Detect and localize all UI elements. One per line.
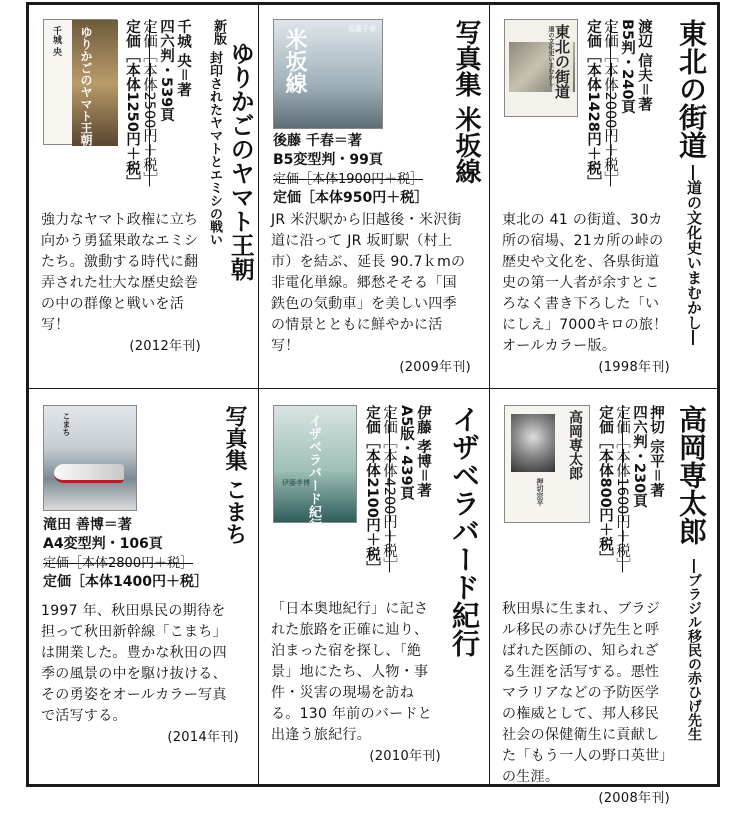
book-tohoku (490, 5, 720, 388)
cover-subtitle: 道の文化史いまむかし (547, 26, 554, 86)
format: 四六判・539頁 (158, 19, 174, 122)
book-meta (363, 405, 431, 576)
book-description (271, 599, 441, 767)
publication-year: (2012年刊) (129, 339, 201, 354)
cover-title: イザベラバード紀行 (306, 414, 321, 531)
publication-year: (2008年刊) (598, 791, 670, 806)
price-original: 定価［本体2500円＋税］ (141, 19, 157, 187)
book-meta (273, 132, 453, 208)
book-description (271, 210, 471, 378)
book-yonesaka (259, 5, 489, 388)
book-komachi (29, 389, 258, 787)
format: A4変型判・106頁 (43, 536, 163, 552)
author: 滝田 善博＝著 (43, 517, 132, 533)
book-description (41, 210, 201, 357)
book-description (41, 601, 239, 748)
cover-title: こまち (62, 412, 72, 436)
cover-author: 後藤千春 (348, 25, 376, 33)
price-original: 定価［本体2000円＋税］ (602, 19, 618, 187)
price-original: 定価［本体1900円＋税］ (273, 172, 424, 187)
cover-author: 押切宗平 (536, 478, 545, 506)
description-text: JR 米沢駅から旧越後・米沢街道に沿って JR 坂町駅（村上市）を結ぶ、延長 90.7ｋmの非電化単線。郷愁そそる「国鉄色の気動車」を美しい四季の情景とともに鮮やかに活写！ (271, 212, 466, 354)
cover-author: 伊藤孝博 (282, 479, 310, 487)
book-meta (43, 516, 233, 592)
format: 四六判・230頁 (631, 405, 647, 508)
description-text: 強力なヤマト政権に立ち向かう勇猛果敢なエミシたち。激動する時代に翻弄された壮大な歴史絵巻の中の群像と戦いを活写！ (41, 212, 199, 333)
price: 定価［本体1400円＋税］ (43, 574, 208, 590)
book-isabella (259, 389, 489, 787)
description-text: 秋田県に生まれ、ブラジル移民の赤ひげ先生と呼ばれた医師の、知られざる生涯を活写する。悪性マラリアなどの予防医学の権威として、邦人移民社会の保健衛生に貢献した「もう一人の野口英世」の生涯。 (502, 601, 667, 785)
book-description (502, 210, 670, 378)
author: 千城 央＝著 (175, 19, 191, 97)
book-title: イザベラバード紀行 (448, 405, 481, 657)
cover-author: 千城 央 (51, 26, 61, 57)
publication-year: (1998年刊) (598, 360, 670, 375)
price: 定価［本体1428円＋税］ (585, 19, 601, 190)
author: 押切 宗平＝著 (648, 405, 664, 498)
author: 後藤 千春＝著 (273, 133, 362, 149)
cover-title: 高岡専太郎 (567, 410, 583, 480)
format: A5版・439頁 (398, 405, 414, 501)
book-cover[interactable] (504, 19, 578, 117)
catalog-frame (26, 2, 720, 806)
book-title-prefix: 新版 (211, 19, 226, 45)
price: 定価［本体800円＋税］ (597, 405, 613, 566)
book-subtitle: ―ブラジル移民の赤ひげ先生 (686, 559, 702, 741)
book-yurikago (29, 5, 258, 388)
book-title: 東北の街道 (675, 19, 708, 159)
book-meta (123, 19, 191, 190)
price-original: 定価［本体1600円＋税］ (614, 405, 630, 573)
price-original: 定価［本体4200円＋税］ (381, 405, 397, 573)
description-text: 「日本奥地紀行」に記された旅路を正確に辿り、泊まった宿を探し、「絶景」地にたち、人物・事件・災害の現場を訪ねる。130 年前のバードと出逢う旅紀行。 (271, 601, 433, 743)
book-cover[interactable] (43, 405, 137, 511)
cover-text (314, 58, 376, 98)
publication-year: (2010年刊) (369, 749, 441, 764)
book-cover[interactable] (273, 405, 357, 531)
cover-title: 東北の街道 (553, 24, 571, 99)
author: 渡辺 信夫＝著 (636, 19, 652, 112)
book-cover[interactable] (504, 405, 590, 523)
book-meta (596, 405, 664, 572)
cover-title: 米坂線 (282, 28, 308, 94)
book-title: 写真集 米坂線 (451, 19, 481, 185)
price: 定価［本体950円＋税］ (273, 190, 429, 206)
price: 定価［本体2100円＋税］ (364, 405, 380, 576)
book-subtitle: 封印されたヤマトとエミシの戦い (207, 51, 222, 246)
book-description (502, 599, 670, 809)
format: B5変型判・99頁 (273, 152, 383, 168)
publication-year: (2014年刊) (167, 730, 239, 745)
publication-year: (2009年刊) (399, 360, 471, 375)
book-cover[interactable] (43, 19, 117, 145)
book-subtitle: ―道の文化史いまむかし― (685, 165, 703, 345)
description-text: 1997 年、秋田県民の期待を担って秋田新幹線「こまち」は開業した。豊かな秋田の四季の風景の中を駆け抜ける、その勇姿をオールカラー写真で活写する。 (41, 603, 227, 724)
description-text: 東北の 41 の街道、30カ所の宿場、21カ所の峠の歴史や文化を、各県街道史の第一人者が余すところなく書き下ろした「いにしえ」7000キロの旅！オールカラー版。 (502, 212, 668, 354)
author: 伊藤 孝博＝著 (415, 405, 431, 498)
book-title: 高岡専太郎 (675, 405, 708, 545)
format: B5判・240頁 (619, 19, 635, 114)
book-title: ゆりかごのヤマト王朝 (226, 41, 255, 281)
book-title: 写真集 こまち (222, 405, 247, 545)
book-meta (584, 19, 652, 199)
cover-title: ゆりかごのヤマト王朝 (79, 26, 93, 146)
book-cover[interactable] (273, 19, 383, 129)
cover-portrait (511, 414, 555, 472)
price: 定価［本体1250円＋税］ (124, 19, 140, 190)
cover-train (54, 464, 124, 483)
book-takaoka (490, 389, 720, 806)
price-original: 定価［本体2800円＋税］ (43, 556, 194, 571)
